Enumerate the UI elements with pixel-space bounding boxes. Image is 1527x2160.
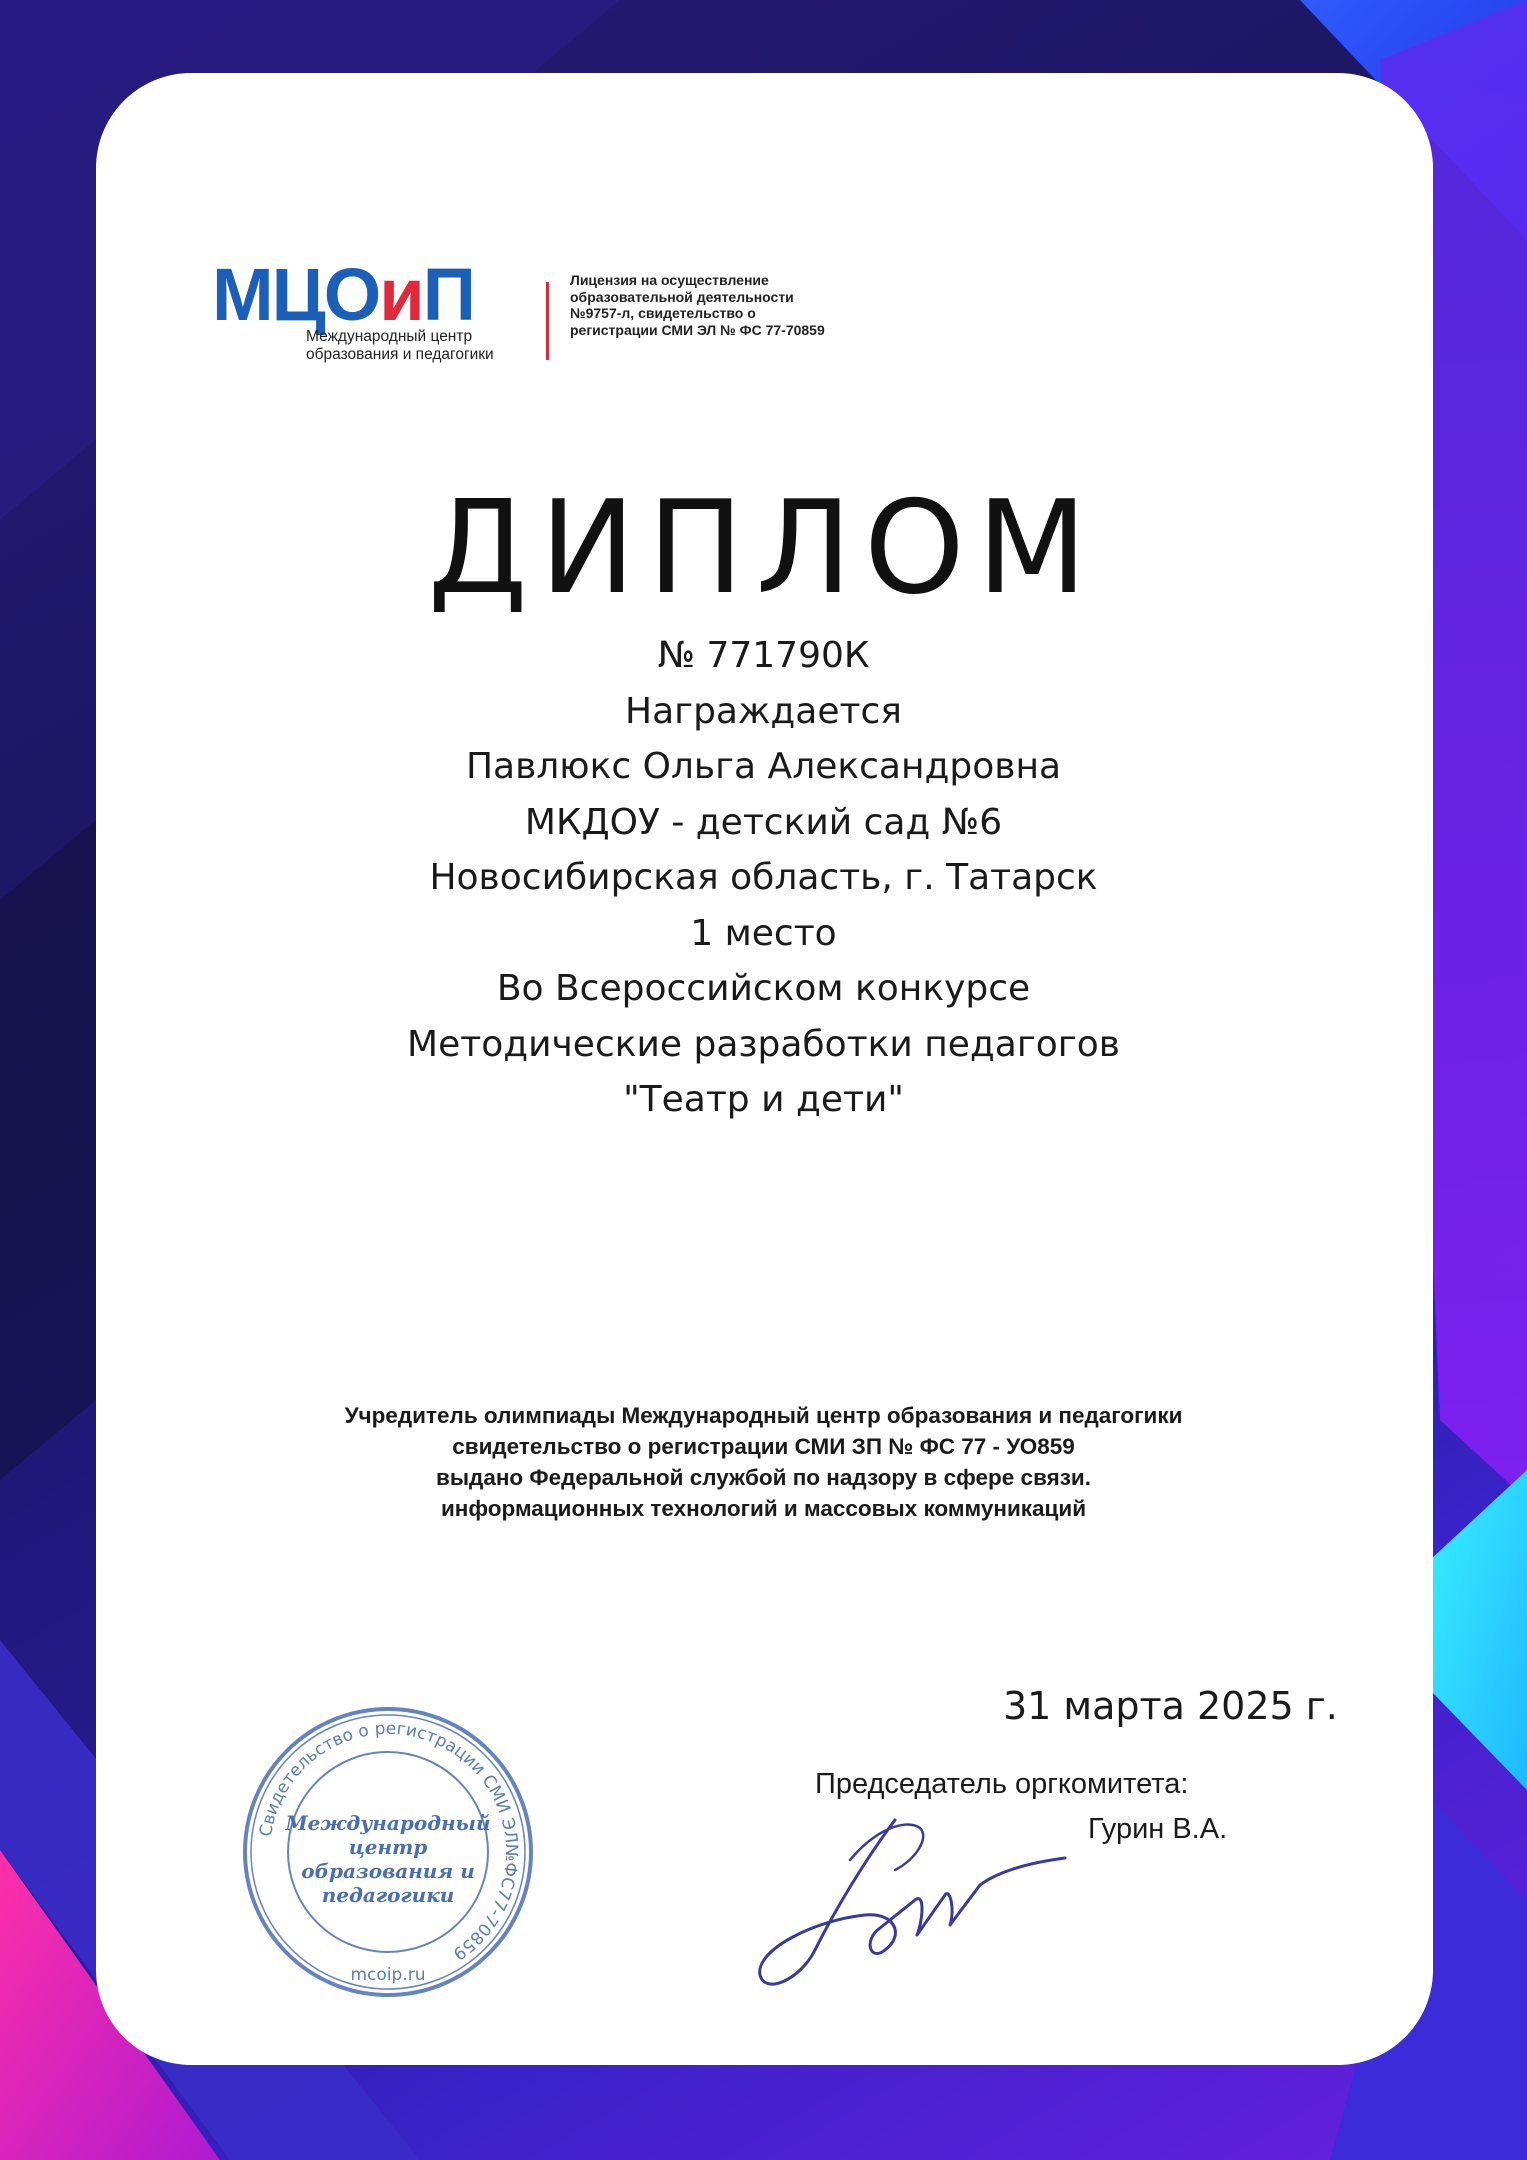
organization: МКДОУ - детский сад №6 xyxy=(524,801,1003,843)
logo-mark-main: МЦО xyxy=(212,253,380,336)
license-text: Лицензия на осуществление образовательной деятельности №9757-л, свидетельство о регистрации СМИ ЭЛ № ФС 77-70859 xyxy=(570,272,825,338)
nomination: "Театр и дети" xyxy=(623,1079,904,1120)
contest-name: Методические разработки педагогов xyxy=(407,1023,1120,1065)
chair-label: Председатель оргкомитета: xyxy=(815,1768,1189,1800)
awarded-label: Награждается xyxy=(625,690,902,732)
logo-mark-end: П xyxy=(422,253,474,336)
founder-line-1: Учредитель олимпиады Международный центр образования и педагогики xyxy=(344,1403,1183,1428)
seal-center-line-4: педагогики xyxy=(321,1883,455,1907)
mcoip-logo xyxy=(212,253,474,336)
founder-line-3: выдано Федеральной службой по надзору в сфере связи. xyxy=(436,1465,1091,1490)
diploma-number: № 771790К xyxy=(657,635,870,676)
founder-info xyxy=(0,1400,1527,1524)
seal-ring-text: Свидетельство о регистрации СМИ ЭЛ№ФС77-70859 xyxy=(256,1718,522,1964)
place: 1 место xyxy=(690,912,837,954)
founder-line-4: информационных технологий и массовых коммуникаций xyxy=(440,1496,1087,1521)
logo-divider xyxy=(546,282,549,360)
recipient-name: Павлюкс Ольга Александровна xyxy=(465,746,1062,787)
logo-subtitle: Международный центр образования и педагогики xyxy=(306,328,494,363)
chair-name: Гурин В.А. xyxy=(1088,1813,1228,1845)
chair-signature xyxy=(745,1800,1075,2000)
seal-center-line-1: Международный xyxy=(285,1811,491,1835)
seal-center-line-3: образования и xyxy=(301,1859,475,1883)
founder-line-2: свидетельство о регистрации СМИ ЗП № ФС 77 - УО859 xyxy=(452,1434,1075,1459)
location: Новосибирская область, г. Татарск xyxy=(429,857,1098,898)
contest-intro: Во Всероссийском конкурсе xyxy=(496,968,1031,1009)
seal-center-line-2: центр xyxy=(348,1835,428,1859)
official-seal xyxy=(238,1702,538,2002)
logo-mark-accent: и xyxy=(379,253,423,336)
diploma-title: ДИПЛОМ xyxy=(427,474,1100,623)
seal-site: mcoip.ru xyxy=(350,1965,426,1985)
diploma-body xyxy=(0,628,1527,1128)
issue-date: 31 марта 2025 г. xyxy=(1003,1684,1338,1728)
